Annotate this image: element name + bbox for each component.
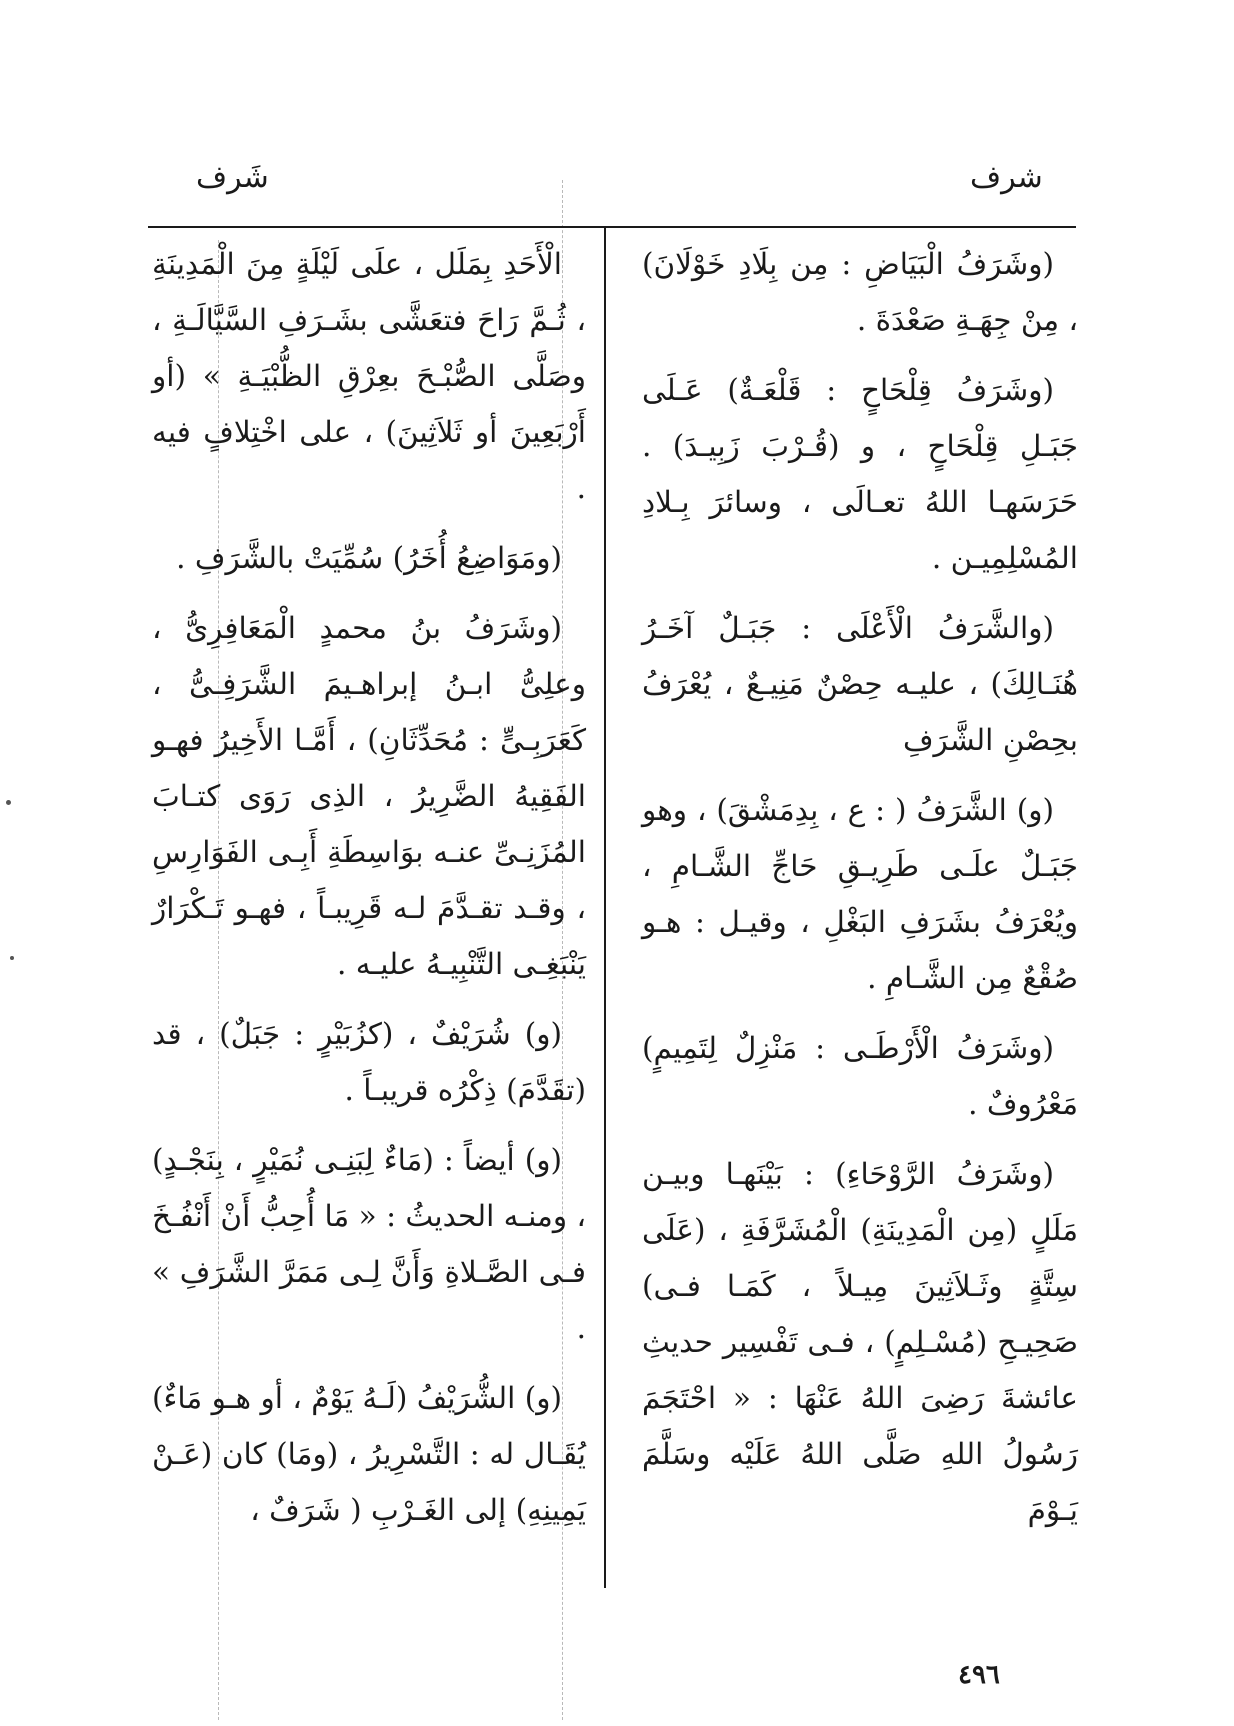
entry-paragraph: (وشَرَفُ الرَّوْحَاءِ) : بَيْنَهـا وبيـن مَلَلٍ (مِن الْمَدِينَةِ) الْمُشَرَّفَةِ ، (عَلَى سِتَّةٍ وثَـلاَثِينَ مِيـلاً ، كَمَـا فـى) صَحِيـحِ (مُسْـلِمٍ) ، فـى تَفْسِير حديثِ عائشةَ رَضِىَ اللهُ عَنْهَا : « احْتَجَمَ رَسُولُ اللهِ صَلَّى اللهُ عَلَيْه وسَلَّمَ يَـوْمَ [642, 1157, 1078, 1527]
entry-paragraph: الْأَحَدِ بِمَلَل ، علَى لَيْلَةٍ مِنَ الْمَدِينَةِ ، ثُـمَّ رَاحَ فتعَشَّى بشَـرَفِ السَّيَّالَـةِ ، وصَلَّى الصُّبْـحَ بعِرْقِ الظُّبْيَـةِ » (أو أَرْبَعِينَ أو ثَلاَثِينَ) ، على اخْتِلافٍ فيه . [152, 247, 586, 505]
entry-paragraph: (وشَرَفُ قِلْحَاحٍ : قَلْعَـةٌ) عَـلَى جَبَـلِ قِلْحَاحٍ ، و (قُـرْبَ زَبِيـدَ) . حَرَسَهـا اللهُ تعـالَى ، وسائرَ بِـلادِ المُسْلِمِيـن . [642, 373, 1078, 575]
entry-paragraph: (ومَوَاضِعُ أُخَرُ) سُمِّيَتْ بالشَّرَفِ . [176, 541, 562, 575]
running-header-left: شَرف [196, 160, 269, 195]
entry-paragraph: (و) شُرَيْفٌ ، (كزُبَيْرٍ : جَبَلٌ) ، قد (تقَدَّمَ) ذِكْرُه قريبـاً . [152, 1017, 586, 1107]
entry-paragraph: (و) الشُّرَيْفُ (لَـهُ يَوْمٌ ، أو هـو مَاءٌ) يُقَـال له : التَّسْرِيرُ ، (ومَا) كان (عَـنْ يَمِينِهِ) إلى الغَـرْبِ ( شَرَفٌ ، [152, 1381, 586, 1527]
header-rule [148, 226, 1076, 228]
column-divider [604, 228, 606, 1588]
page-number: ٤٩٦ [958, 1660, 1000, 1690]
entry-paragraph: (وشَرَفُ الْبَيَاضِ : مِن بِلَادِ خَوْلَانَ) ، مِنْ جِهَـةِ صَعْدَةَ . [642, 247, 1078, 337]
scan-speck [6, 800, 11, 805]
right-column [642, 236, 1078, 1552]
entry-paragraph: (وشَرَفُ بنُ محمدٍ الْمَعَافِرِىُّ ، وعلِىُّ ابـنُ إبراهـيمَ الشَّرَفِـىُّ ، كَعَرَبِـىٍّ : مُحَدِّثَانِ) ، أَمَّـا الأَخِيرُ فهـو الفَقِيهُ الضَّرِيرُ ، الذِى رَوَى كتـابَ المُزَنِـىِّ عنـه بوَاسِطَةِ أَبِـى الفَوَارِسِ ، وقـد تقـدَّمَ لـه قَرِيبـاً ، فهـو تَـكْرَارٌ يَنْبَغِـى التَّنْبِيـهُ عليـه . [152, 611, 586, 981]
scan-speck [10, 956, 14, 960]
entry-paragraph: (والشَّرَفُ الْأَعْلَى : جَبَـلٌ آخَـرُ هُنَـالِكَ) ، عليـه حِصْنٌ مَنِيـعٌ ، يُعْرَفُ بحِصْنِ الشَّرَفِ [642, 611, 1078, 757]
entry-paragraph: (وشَرَفُ الْأَرْطَـى : مَنْزِلٌ لِتَمِيمٍ) مَعْرُوفٌ . [642, 1031, 1078, 1121]
entry-paragraph: (و) أيضاً : (مَاءٌ لِبَنِـى نُمَيْرٍ ، بِنَجْـدٍ) ، ومنـه الحديثُ : « مَا أُحِبُّ أَنْ أَنْفُـخَ فـى الصَّـلاةِ وَأَنَّ لِـى مَمَرَّ الشَّرَفِ » . [152, 1143, 586, 1345]
running-header-right: شرف [970, 160, 1043, 195]
left-column [152, 236, 586, 1552]
entry-paragraph: (و) الشَّرَفُ ( : ع ، بِدِمَشْقَ) ، وهو جَبَـلٌ علَـى طَرِيـقِ حَاجِّ الشَّـامِ ، ويُعْرَفُ بشَرَفِ البَغْلِ ، وقيـل : هـو صُقْعٌ مِن الشَّـامِ . [642, 793, 1078, 995]
